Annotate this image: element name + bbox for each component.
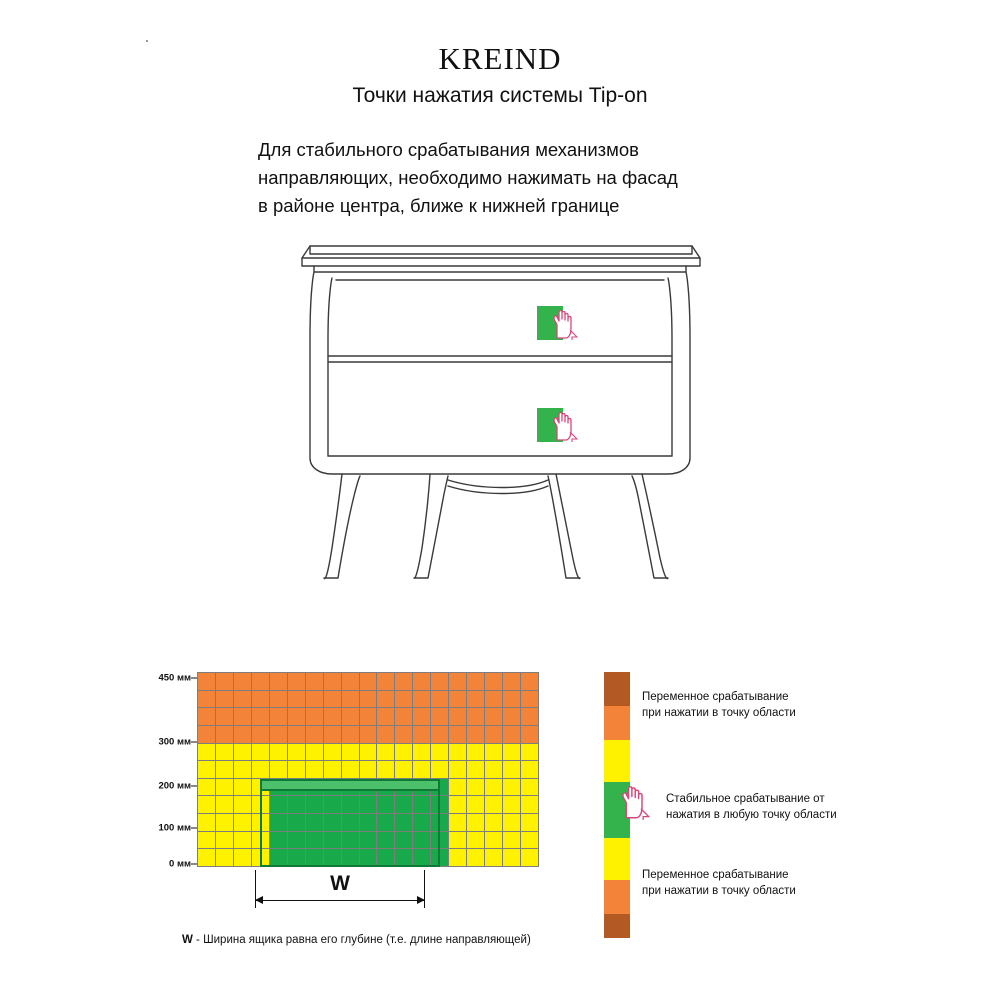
grid-cell	[413, 796, 431, 814]
grid-cell	[270, 832, 288, 850]
press-zone-chart	[142, 672, 562, 946]
grid-cell	[216, 814, 234, 832]
grid-cell	[521, 673, 539, 691]
grid-cell	[377, 814, 395, 832]
legend-swatch-yellow-top	[604, 740, 630, 782]
grid-cell	[360, 796, 378, 814]
grid-cell	[252, 832, 270, 850]
legend-swatch-brown-bottom	[604, 914, 630, 938]
grid-cell	[503, 779, 521, 797]
grid-cell	[413, 779, 431, 797]
grid-cell	[395, 832, 413, 850]
grid-cell	[306, 726, 324, 744]
legend-top-line-1: Переменное срабатывание	[642, 691, 789, 703]
grid-cell	[521, 814, 539, 832]
grid-cell	[234, 832, 252, 850]
grid-cell	[413, 673, 431, 691]
grid-cell	[503, 832, 521, 850]
grid-cell	[360, 744, 378, 762]
legend	[604, 672, 934, 932]
grid-cell	[198, 726, 216, 744]
grid-cell	[431, 796, 449, 814]
intro-line-2: направляющих, необходимо нажимать на фасад	[258, 166, 678, 188]
grid-cell	[324, 796, 342, 814]
grid-cell	[360, 832, 378, 850]
grid-cell	[216, 761, 234, 779]
grid-cell	[270, 744, 288, 762]
grid-cell	[521, 779, 539, 797]
grid-cell	[377, 744, 395, 762]
grid-cell	[431, 744, 449, 762]
grid-cell	[413, 726, 431, 744]
grid-cell	[198, 691, 216, 709]
grid-cell	[306, 691, 324, 709]
grid-cell	[485, 691, 503, 709]
legend-swatch-brown-top	[604, 672, 630, 706]
hand-pointer-icon	[548, 410, 578, 442]
grid-cell	[306, 673, 324, 691]
grid-cell	[288, 779, 306, 797]
grid-cell	[377, 761, 395, 779]
grid-cell	[449, 726, 467, 744]
grid-cell	[395, 761, 413, 779]
grid-cell	[395, 673, 413, 691]
grid-cell	[216, 708, 234, 726]
grid-cell	[252, 779, 270, 797]
grid-cell	[216, 673, 234, 691]
grid-cell	[342, 832, 360, 850]
grid-cell	[467, 744, 485, 762]
page-header	[0, 42, 1000, 108]
grid-cell	[324, 744, 342, 762]
axis-label-100: 100 мм	[158, 822, 191, 834]
grid-cell	[503, 849, 521, 867]
grid-cell	[342, 744, 360, 762]
grid-cell	[342, 691, 360, 709]
grid-cell	[521, 832, 539, 850]
grid-cell	[288, 832, 306, 850]
grid-cell	[413, 744, 431, 762]
grid-cell	[449, 744, 467, 762]
grid-cell	[306, 779, 324, 797]
grid-cell	[324, 849, 342, 867]
grid-cell	[234, 708, 252, 726]
grid-cell	[342, 673, 360, 691]
legend-bot-line-2: при нажатии в точку области	[642, 884, 796, 897]
grid-cell	[449, 832, 467, 850]
grid-cell	[288, 761, 306, 779]
grid-cell	[395, 849, 413, 867]
grid-cell	[324, 708, 342, 726]
grid-cell	[288, 744, 306, 762]
grid-cell	[288, 796, 306, 814]
grid-cell	[270, 726, 288, 744]
grid-cell	[431, 726, 449, 744]
grid-cell	[306, 814, 324, 832]
intro-line-3: в районе центра, ближе к нижней границе	[258, 194, 620, 216]
grid-cell	[306, 796, 324, 814]
legend-bot-line-1: Переменное срабатывание	[642, 869, 789, 881]
axis-label-450: 450 мм	[158, 672, 191, 684]
grid-cell	[306, 744, 324, 762]
grid-cell	[521, 761, 539, 779]
grid-cell	[198, 849, 216, 867]
grid-cell	[324, 832, 342, 850]
grid-cell	[377, 779, 395, 797]
grid-cell	[449, 779, 467, 797]
grid-cell	[288, 726, 306, 744]
grid-cell	[306, 708, 324, 726]
grid-cell	[270, 708, 288, 726]
grid-cell	[485, 761, 503, 779]
grid-cell	[431, 708, 449, 726]
grid-cell	[431, 761, 449, 779]
grid-cell	[413, 761, 431, 779]
grid-cell	[360, 779, 378, 797]
grid-cell	[503, 814, 521, 832]
chart-heatmap-grid	[197, 672, 539, 867]
grid-cell	[377, 673, 395, 691]
grid-cell	[377, 832, 395, 850]
grid-cell	[467, 761, 485, 779]
grid-cell	[252, 744, 270, 762]
legend-text-middle	[666, 792, 837, 823]
grid-cell	[360, 726, 378, 744]
grid-cell	[216, 849, 234, 867]
grid-cell	[216, 832, 234, 850]
legend-mid-line-1: Стабильное срабатывание от	[666, 793, 825, 805]
grid-cell	[467, 673, 485, 691]
grid-cell	[270, 691, 288, 709]
grid-cell	[342, 796, 360, 814]
grid-cell	[521, 726, 539, 744]
grid-cell	[270, 673, 288, 691]
grid-cell	[360, 849, 378, 867]
grid-cell	[306, 761, 324, 779]
grid-cell	[413, 708, 431, 726]
grid-cell	[270, 796, 288, 814]
legend-text-top	[642, 690, 796, 721]
legend-swatch-orange-top	[604, 706, 630, 740]
grid-cell	[234, 796, 252, 814]
grid-cell	[234, 691, 252, 709]
grid-cell	[431, 779, 449, 797]
press-point-lower-drawer	[537, 408, 579, 444]
grid-cell	[395, 814, 413, 832]
page-subtitle: Точки нажатия системы Tip-on	[352, 84, 648, 108]
grid-cell	[449, 849, 467, 867]
grid-cell	[449, 691, 467, 709]
legend-mid-line-2: нажатия в любую точку области	[666, 808, 837, 821]
grid-cell	[288, 691, 306, 709]
grid-cell	[198, 708, 216, 726]
grid-cell	[485, 779, 503, 797]
grid-cell	[521, 744, 539, 762]
grid-cell	[252, 796, 270, 814]
grid-cell	[449, 796, 467, 814]
grid-cell	[467, 814, 485, 832]
legend-swatch-yellow-bottom	[604, 838, 630, 880]
grid-cell	[431, 673, 449, 691]
grid-cell	[216, 744, 234, 762]
grid-cell	[485, 726, 503, 744]
grid-cell	[467, 849, 485, 867]
grid-cell	[342, 849, 360, 867]
grid-cell	[288, 849, 306, 867]
grid-cell	[449, 814, 467, 832]
grid-cell	[431, 849, 449, 867]
dimension-label-w: W	[330, 872, 350, 895]
grid-cell	[234, 814, 252, 832]
grid-cell	[324, 691, 342, 709]
grid-cell	[377, 726, 395, 744]
grid-cell	[395, 744, 413, 762]
grid-cell	[467, 796, 485, 814]
grid-cell	[198, 744, 216, 762]
grid-cell	[216, 779, 234, 797]
grid-cell	[467, 726, 485, 744]
width-dimension	[255, 870, 425, 916]
grid-cell	[503, 796, 521, 814]
grid-cell	[503, 761, 521, 779]
grid-cell	[503, 673, 521, 691]
grid-cell	[306, 849, 324, 867]
grid-cell	[216, 691, 234, 709]
grid-cell	[503, 726, 521, 744]
grid-cell	[198, 814, 216, 832]
grid-cell	[342, 814, 360, 832]
grid-cell	[288, 814, 306, 832]
grid-cell	[234, 849, 252, 867]
grid-cell	[485, 832, 503, 850]
grid-cell	[252, 849, 270, 867]
dimension-arrow-left	[255, 896, 263, 904]
cabinet-drawing	[280, 228, 720, 598]
legend-swatch-orange-bottom	[604, 880, 630, 914]
grid-cell	[485, 673, 503, 691]
grid-cell	[324, 779, 342, 797]
grid-cell	[431, 814, 449, 832]
grid-cell	[521, 691, 539, 709]
grid-cell	[449, 673, 467, 691]
grid-cell	[342, 726, 360, 744]
grid-cell	[521, 849, 539, 867]
grid-cell	[234, 744, 252, 762]
grid-cell	[324, 814, 342, 832]
grid-cell	[324, 761, 342, 779]
caption-bold: W	[182, 934, 193, 946]
caption-rest: - Ширина ящика равна его глубине (т.е. длине направляющей)	[192, 934, 531, 946]
grid-cell	[413, 814, 431, 832]
grid-cell	[288, 708, 306, 726]
grid-cell	[467, 832, 485, 850]
grid-cell	[270, 814, 288, 832]
grid-cell	[413, 691, 431, 709]
grid-cell	[234, 726, 252, 744]
grid-cell	[449, 761, 467, 779]
grid-cell	[360, 814, 378, 832]
grid-cell	[360, 708, 378, 726]
grid-cell	[216, 796, 234, 814]
grid-cell	[413, 832, 431, 850]
grid-cell	[360, 691, 378, 709]
press-point-upper-drawer	[537, 306, 579, 342]
grid-cell	[485, 708, 503, 726]
dimension-arrow-line	[255, 900, 425, 901]
hand-pointer-icon	[548, 308, 578, 340]
grid-cell	[234, 779, 252, 797]
grid-cell	[413, 849, 431, 867]
grid-cell	[503, 744, 521, 762]
grid-cell	[270, 761, 288, 779]
grid-cell	[485, 814, 503, 832]
grid-cell	[270, 849, 288, 867]
grid-cell	[324, 726, 342, 744]
legend-top-line-2: при нажатии в точку области	[642, 706, 796, 719]
grid-cell	[252, 708, 270, 726]
brand-title: KREIND	[438, 41, 562, 76]
chart-y-axis	[142, 672, 197, 870]
axis-label-300: 300 мм	[158, 736, 191, 748]
grid-cell	[198, 832, 216, 850]
grid-cell	[521, 708, 539, 726]
grid-cell	[198, 796, 216, 814]
legend-text-bottom	[642, 868, 796, 899]
axis-label-200: 200 мм	[158, 780, 191, 792]
grid-cell	[467, 691, 485, 709]
grid-cell	[395, 796, 413, 814]
grid-cell	[288, 673, 306, 691]
grid-cell	[503, 708, 521, 726]
grid-cell	[252, 673, 270, 691]
grid-cell	[234, 761, 252, 779]
grid-cell	[485, 849, 503, 867]
chart-grid-area	[197, 672, 539, 867]
grid-cell	[252, 761, 270, 779]
grid-cell	[198, 761, 216, 779]
grid-cell	[521, 796, 539, 814]
grid-cell	[198, 779, 216, 797]
grid-cell	[467, 708, 485, 726]
dimension-arrow-right	[417, 896, 425, 904]
grid-cell	[377, 796, 395, 814]
grid-cell	[485, 796, 503, 814]
grid-cell	[234, 673, 252, 691]
grid-cell	[270, 779, 288, 797]
grid-cell	[252, 814, 270, 832]
cabinet-illustration	[280, 228, 720, 598]
grid-cell	[360, 673, 378, 691]
grid-cell	[377, 691, 395, 709]
grid-cell	[485, 744, 503, 762]
grid-cell	[395, 779, 413, 797]
grid-cell	[431, 691, 449, 709]
grid-cell	[342, 761, 360, 779]
chart-caption	[182, 934, 531, 946]
grid-cell	[377, 708, 395, 726]
grid-cell	[216, 726, 234, 744]
grid-cell	[449, 708, 467, 726]
grid-cell	[395, 708, 413, 726]
grid-cell	[252, 691, 270, 709]
grid-cell	[377, 849, 395, 867]
axis-label-0: 0 мм	[169, 858, 191, 870]
grid-cell	[467, 779, 485, 797]
intro-text	[258, 136, 778, 219]
grid-cell	[395, 691, 413, 709]
grid-cell	[342, 708, 360, 726]
grid-cell	[503, 691, 521, 709]
grid-cell	[342, 779, 360, 797]
intro-line-1: Для стабильного срабатывания механизмов	[258, 139, 639, 160]
grid-cell	[360, 761, 378, 779]
grid-cell	[431, 832, 449, 850]
grid-cell	[198, 673, 216, 691]
grid-cell	[252, 726, 270, 744]
grid-cell	[306, 832, 324, 850]
grid-cell	[324, 673, 342, 691]
hand-pointer-icon	[616, 784, 650, 820]
grid-cell	[395, 726, 413, 744]
